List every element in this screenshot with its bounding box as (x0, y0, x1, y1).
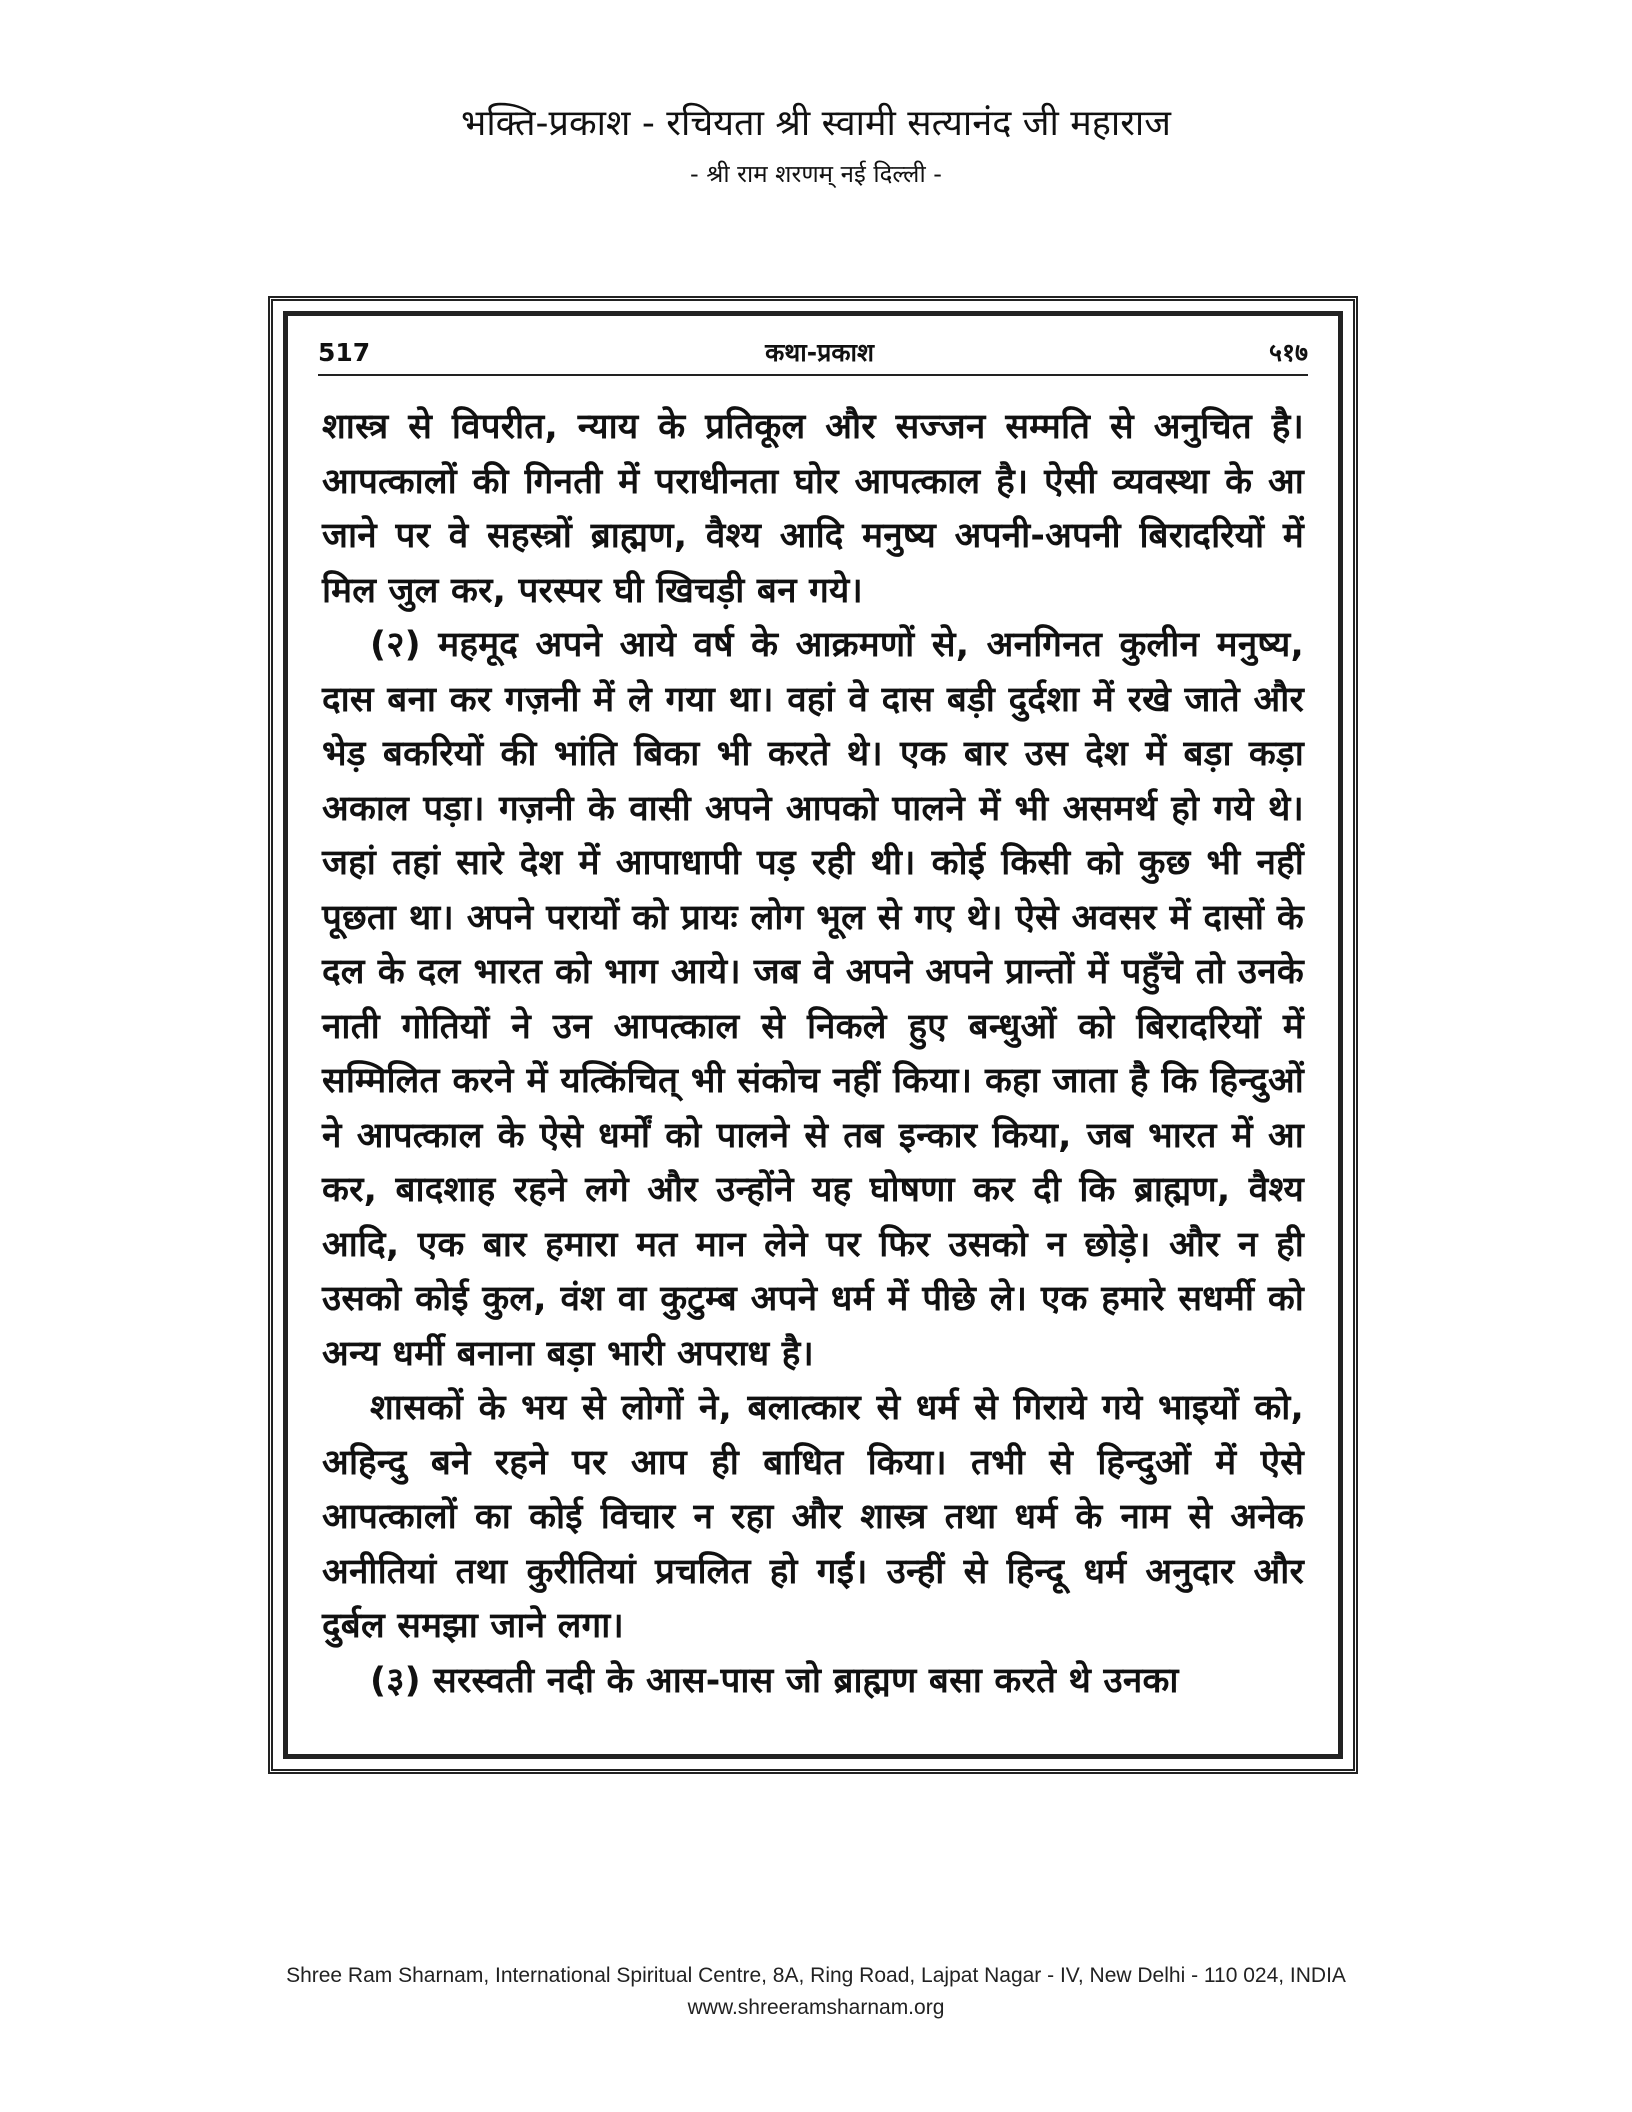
page-frame-inner (283, 311, 1343, 1759)
page-number-devanagari: ५१७ (1268, 338, 1308, 367)
book-subtitle: - श्री राम शरणम् नई दिल्ली - (690, 160, 942, 188)
running-head (318, 330, 1308, 376)
page-number-arabic: 517 (318, 337, 371, 367)
page-footer (0, 1960, 1632, 2024)
body-text (322, 400, 1304, 1708)
footer-website: www.shreeramsharnam.org (687, 1996, 945, 2019)
page-header (0, 100, 1632, 192)
paragraph: (२) महमूद अपने आये वर्ष के आक्रमणों से, अनगिनत कुलीन मनुष्य, दास बना कर गज़नी में ले गया था। वहां वे दास बड़ी दुर्दशा में रखे जाते और भेड़ बकरियों की भांति बिका भी करते थे। एक बार उस देश में बड़ा कड़ा अकाल पड़ा। गज़नी के वासी अपने आपको पालने में भी असमर्थ हो गये थे। जहां तहां सारे देश में आपाधापी पड़ रही थी। कोई किसी को कुछ भी नहीं पूछता था। अपने परायों को प्रायः लोग भूल से गए थे। ऐसे अवसर में दासों के दल के दल भारत को भाग आये। जब वे अपने अपने प्रान्तों में पहुँचे तो उनके नाती गोतियों ने उन आपत्काल से निकले हुए बन्धुओं को बिरादरियों में सम्मिलित करने में यत्किंचित् भी संकोच नहीं किया। कहा जाता है कि हिन्दुओं ने आपत्काल के ऐसे धर्मों को पालने से तब इन्कार किया, जब भारत में आ कर, बादशाह रहने लगे और उन्होंने यह घोषणा कर दी कि ब्राह्मण, वैश्य आदि, एक बार हमारा मत मान लेने पर फिर उसको न छोड़े। और न ही उसको कोई कुल, वंश वा कुटुम्ब अपने धर्म में पीछे ले। एक हमारे सधर्मी को अन्य धर्मी बनाना बड़ा भारी अपराध है। (322, 625, 1304, 1374)
paragraph: शासकों के भय से लोगों ने, बलात्कार से धर्म से गिराये गये भाइयों को, अहिन्दु बने रहने पर आप ही बाधित किया। तभी से हिन्दुओं में ऐसे आपत्कालों का कोई विचार न रहा और शास्त्र तथा धर्म के नाम से अनेक अनीतियां तथा कुरीतियां प्रचलित हो गईं। उन्हीं से हिन्दू धर्म अनुदार और दुर्बल समझा जाने लगा। (322, 1388, 1304, 1646)
page-frame (268, 296, 1358, 1774)
paragraph: शास्त्र से विपरीत, न्याय के प्रतिकूल और सज्जन सम्मति से अनुचित है। आपत्कालों की गिनती में पराधीनता घोर आपत्काल है। ऐसी व्यवस्था के आ जाने पर वे सहस्त्रों ब्राह्मण, वैश्य आदि मनुष्य अपनी-अपनी बिरादरियों में मिल जुल कर, परस्पर घी खिचड़ी बन गये। (322, 407, 1304, 611)
section-title: कथा-प्रकाश (765, 338, 875, 367)
paragraph: (३) सरस्वती नदी के आस-पास जो ब्राह्मण बसा करते थे उनका (370, 1660, 1179, 1701)
footer-address: Shree Ram Sharnam, International Spiritual Centre, 8A, Ring Road, Lajpat Nagar - IV, New Delhi - 110 024, INDIA (286, 1964, 1346, 1987)
book-title: भक्ति-प्रकाश - रचियता श्री स्वामी सत्यानंद जी महाराज (461, 103, 1171, 144)
